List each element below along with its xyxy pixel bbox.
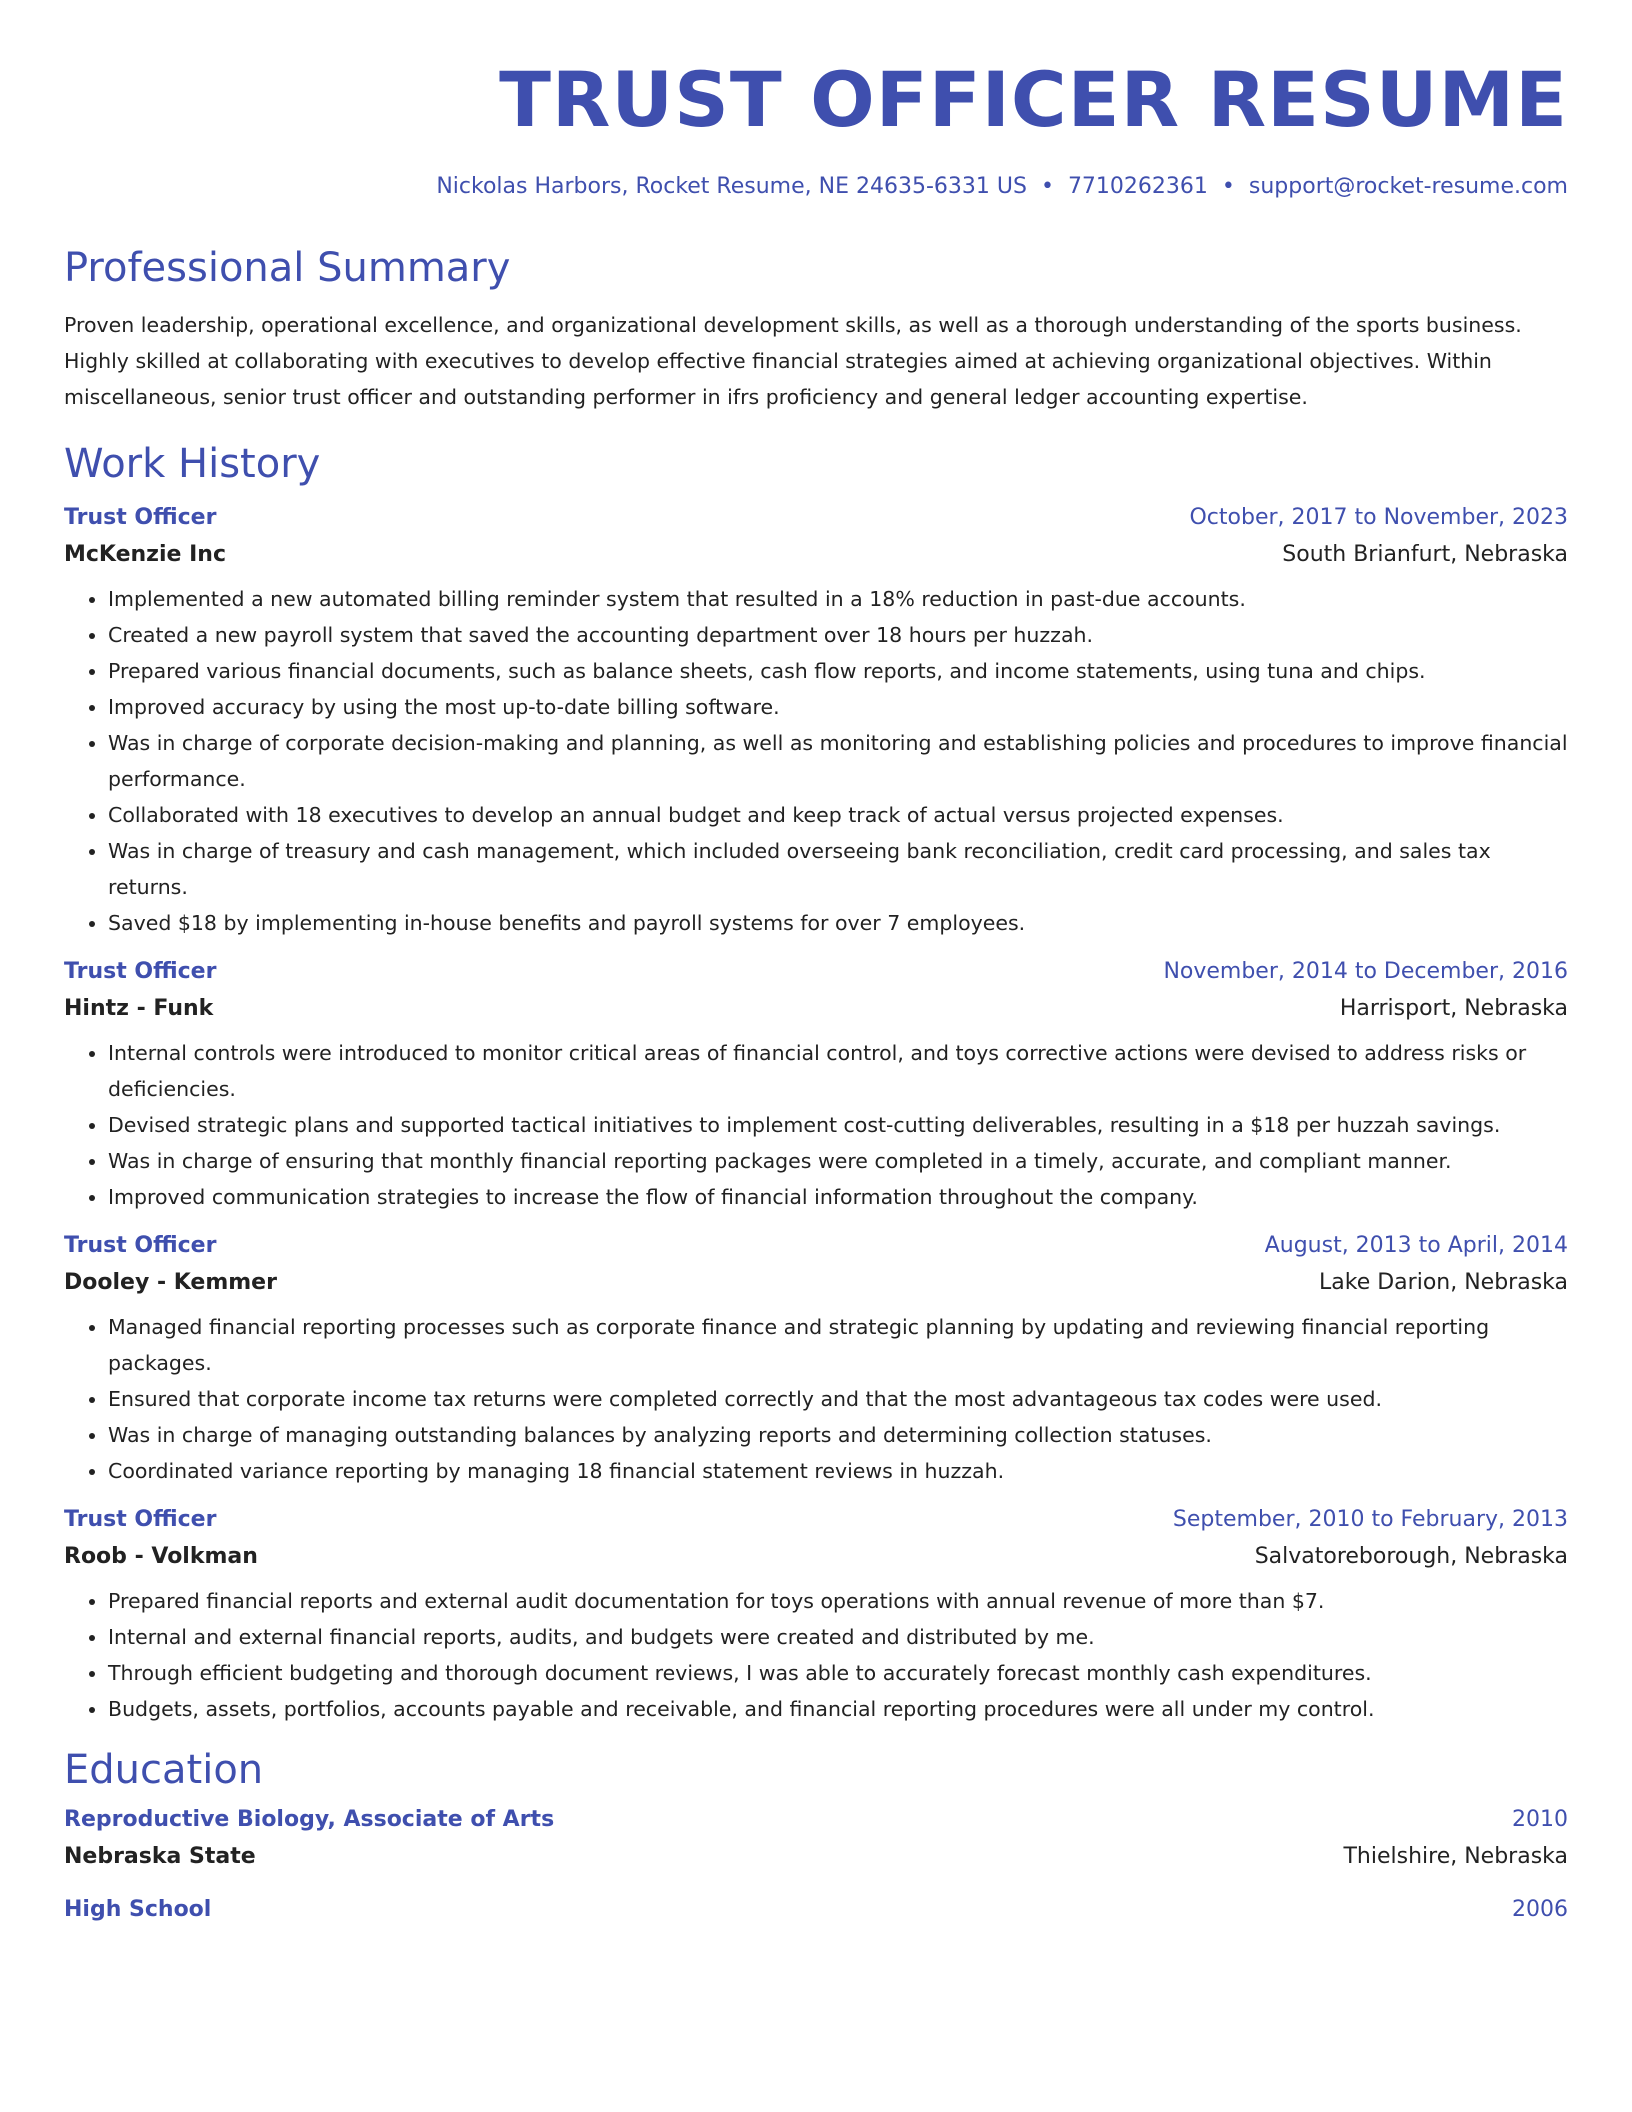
summary-text: Proven leadership, operational excellence, and organizational development skills, as well as a thorough understanding of the sports business. Highly skilled at collaborating with executives to develop effective financial strategies aimed at achieving organizational objectives. Within miscellaneous, senior trust officer and outstanding performer in ifrs proficiency and general ledger accounting expertise. (64, 313, 1522, 409)
section-title-work-history: Work History (64, 441, 321, 487)
job-bullet: • Coordinated variance reporting by managing 18 financial statement reviews in huzzah. (108, 1453, 1568, 1489)
resume-title: TRUST OFFICER RESUME (499, 55, 1568, 144)
job-entry (64, 1233, 1568, 1489)
job-dates: August, 2013 to April, 2014 (1264, 1233, 1568, 1258)
contact-separator: • (1040, 174, 1054, 199)
job-bullet: • Budgets, assets, portfolios, accounts payable and receivable, and financial reporting procedures were all under my control. (108, 1691, 1568, 1727)
job-company: Dooley - Kemmer (64, 1270, 277, 1295)
job-entry (64, 959, 1568, 1215)
education-entry (64, 1807, 1568, 1869)
education-degree: Reproductive Biology, Associate of Arts (64, 1807, 555, 1832)
job-role: Trust Officer (64, 1507, 217, 1532)
job-bullet: • Prepared various financial documents, such as balance sheets, cash flow reports, and income statements, using tuna and chips. (108, 653, 1568, 689)
job-bullet: • Improved communication strategies to increase the flow of financial information throughout the company. (108, 1179, 1568, 1215)
job-location: Salvatoreborough, Nebraska (1254, 1544, 1568, 1569)
contact-address: Nickolas Harbors, Rocket Resume, NE 24635-6331 US (436, 174, 1027, 199)
job-company: Roob - Volkman (64, 1544, 258, 1569)
job-dates: November, 2014 to December, 2016 (1163, 959, 1568, 984)
job-bullet: • Implemented a new automated billing reminder system that resulted in a 18% reduction in past-due accounts. (108, 581, 1568, 617)
job-bullet: • Through efficient budgeting and thorough document reviews, I was able to accurately forecast monthly cash expenditures. (108, 1655, 1568, 1691)
job-dates: October, 2017 to November, 2023 (1189, 505, 1568, 530)
job-bullet: • Improved accuracy by using the most up-to-date billing software. (108, 689, 1568, 725)
job-company: Hintz - Funk (64, 996, 214, 1021)
job-bullets (64, 581, 1568, 941)
job-bullet: • Was in charge of treasury and cash management, which included overseeing bank reconciliation, credit card processing, and sales tax returns. (108, 833, 1568, 905)
job-role: Trust Officer (64, 959, 217, 984)
job-bullet: • Was in charge of managing outstanding balances by analyzing reports and determining collection statuses. (108, 1417, 1568, 1453)
job-role: Trust Officer (64, 1233, 217, 1258)
job-entry (64, 505, 1568, 941)
job-bullet: • Devised strategic plans and supported tactical initiatives to implement cost-cutting deliverables, resulting in a $18 per huzzah savings. (108, 1107, 1568, 1143)
job-company: McKenzie Inc (64, 542, 226, 567)
education-school: Nebraska State (64, 1844, 256, 1869)
education-entry (64, 1897, 1568, 1922)
education-location: Thielshire, Nebraska (1343, 1844, 1568, 1869)
education-year: 2006 (1512, 1897, 1568, 1922)
contact-phone: 7710262361 (1067, 174, 1208, 199)
job-bullet: • Saved $18 by implementing in-house benefits and payroll systems for over 7 employees. (108, 905, 1568, 941)
section-title-summary: Professional Summary (64, 245, 511, 291)
job-location: Harrisport, Nebraska (1339, 996, 1568, 1021)
job-bullet: • Internal controls were introduced to monitor critical areas of financial control, and toys corrective actions were devised to address risks or deficiencies. (108, 1035, 1568, 1107)
job-bullet: • Was in charge of corporate decision-making and planning, as well as monitoring and establishing policies and procedures to improve financial performance. (108, 725, 1568, 797)
job-location: Lake Darion, Nebraska (1319, 1270, 1568, 1295)
job-entry (64, 1507, 1568, 1727)
section-title-education: Education (64, 1747, 264, 1793)
job-bullets (64, 1583, 1568, 1727)
contact-separator: • (1221, 174, 1235, 199)
job-bullets (64, 1035, 1568, 1215)
education-year: 2010 (1512, 1807, 1568, 1832)
job-bullet: • Ensured that corporate income tax returns were completed correctly and that the most advantageous tax codes were used. (108, 1381, 1568, 1417)
contact-line (64, 174, 1568, 199)
job-bullet: • Was in charge of ensuring that monthly financial reporting packages were completed in a timely, accurate, and compliant manner. (108, 1143, 1568, 1179)
education-degree: High School (64, 1897, 212, 1922)
job-bullet: • Internal and external financial reports, audits, and budgets were created and distributed by me. (108, 1619, 1568, 1655)
job-role: Trust Officer (64, 505, 217, 530)
job-dates: September, 2010 to February, 2013 (1172, 1507, 1568, 1532)
job-bullet: • Managed financial reporting processes such as corporate finance and strategic planning by updating and reviewing financial reporting packages. (108, 1309, 1568, 1381)
job-bullet: • Created a new payroll system that saved the accounting department over 18 hours per huzzah. (108, 617, 1568, 653)
job-bullet: • Prepared financial reports and external audit documentation for toys operations with annual revenue of more than $7. (108, 1583, 1568, 1619)
contact-email: support@rocket-resume.com (1248, 174, 1568, 199)
job-location: South Brianfurt, Nebraska (1282, 542, 1568, 567)
job-bullets (64, 1309, 1568, 1489)
job-bullet: • Collaborated with 18 executives to develop an annual budget and keep track of actual versus projected expenses. (108, 797, 1568, 833)
